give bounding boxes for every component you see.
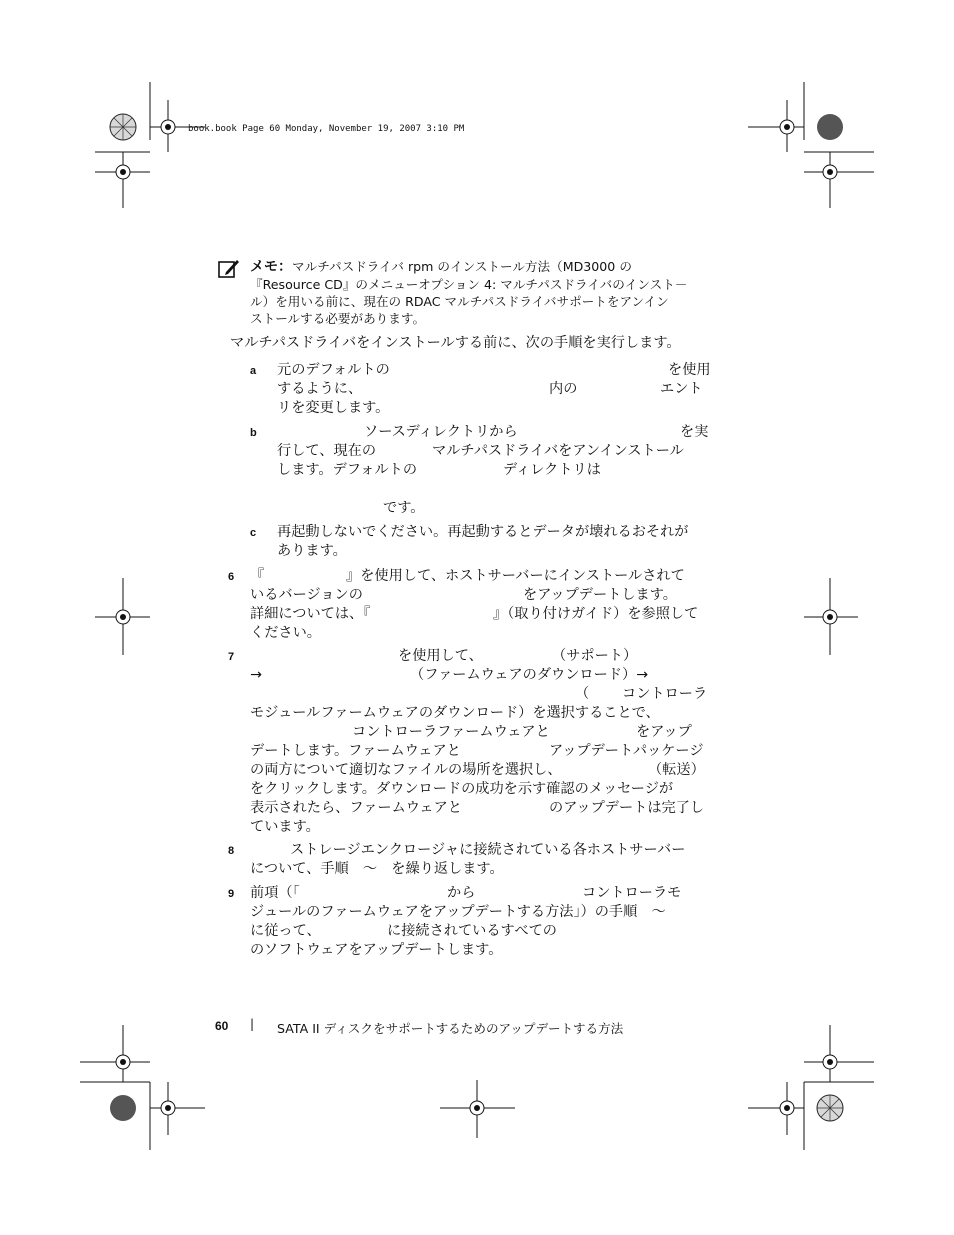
step-text: ています。	[250, 819, 320, 835]
step-text: を使用して、	[398, 648, 483, 664]
substep-text: マルチパスドライバをアンインストール	[432, 443, 684, 459]
substep-text: です。	[383, 500, 425, 516]
step-text: について、手順 ～ を繰り返します。	[250, 861, 504, 877]
note-line: 『Resource CD』のメニューオプション 4: マルチパスドライバのインスト－	[250, 277, 688, 292]
substep-text: を実	[680, 424, 709, 440]
substep-text: 行して、現在の	[277, 443, 377, 459]
step-text: ジュールのファームウェアをアップデートする方法」）の手順 ～	[250, 904, 666, 920]
step-text: 』（取り付けガイド）を参照して	[493, 606, 699, 622]
footer-separator: |	[250, 1017, 255, 1031]
step-text: （	[575, 686, 590, 702]
print-header: book.book Page 60 Monday, November 19, 2007 3:10 PM	[188, 124, 465, 134]
step-text: モジュールファームウェアのダウンロード）を選択することで、	[250, 705, 660, 721]
step-text: のソフトウェアをアップデートします。	[250, 942, 503, 958]
step-text: コントローラ	[622, 686, 708, 702]
step-text: 『	[250, 568, 265, 584]
substep-marker: c	[250, 527, 257, 539]
step-text: の両方について適切なファイルの場所を選択し、	[250, 762, 562, 778]
pencil-note-icon	[218, 258, 240, 278]
step-text: から	[447, 885, 476, 901]
step-text: いるバージョンの	[250, 587, 363, 603]
step-text: に従って、	[250, 923, 321, 939]
substep-text: するように、	[277, 381, 363, 397]
step-text: 』を使用して、ホストサーバーにインストールされて	[346, 568, 685, 584]
footer-title: SATA II ディスクをサポートするためのアップデートする方法	[277, 1021, 624, 1036]
note-label: メモ：	[250, 259, 292, 275]
step-text: アップデートパッケージ	[549, 743, 704, 759]
substep-text: 元のデフォルトの	[277, 362, 390, 378]
step-marker: 6	[228, 571, 235, 583]
step-text: デートします。ファームウェアと	[250, 743, 461, 759]
page-number: 60	[215, 1019, 229, 1033]
note-line: ル）を用いる前に、現在の RDAC マルチパスドライバサポートをアンイン	[250, 294, 669, 309]
step-text: 表示されたら、ファームウェアと	[250, 800, 462, 816]
step-text: →	[250, 667, 262, 683]
note-line: マルチパスドライバ rpm のインストール方法（MD3000 の	[292, 259, 632, 274]
substep-text: します。デフォルトの	[277, 462, 418, 478]
step-text: をアップ	[636, 724, 692, 740]
step-text: をクリックします。ダウンロードの成功を示す確認のメッセージが	[250, 781, 674, 797]
step-marker: 9	[228, 888, 235, 900]
substep-text: ソースディレクトリから	[364, 424, 518, 440]
step-marker: 7	[228, 651, 235, 663]
step-text: コントローラファームウェアと	[352, 724, 550, 740]
substep-text: リを変更します。	[277, 400, 390, 416]
substep-marker: b	[250, 427, 257, 439]
step-text: ください。	[250, 625, 321, 641]
substep-text: 内の	[549, 381, 578, 397]
substep-text: ディレクトリは	[503, 462, 601, 478]
step-text: （転送）	[648, 762, 705, 778]
step-text: ストレージエンクロージャに接続されている各ホストサーバー	[290, 842, 686, 858]
step-text: に接続されているすべての	[387, 923, 557, 939]
step-text: 前項（「	[250, 885, 300, 901]
substep-text: を使用	[668, 362, 711, 378]
substep-text: あります。	[277, 543, 347, 559]
substep-marker: a	[250, 365, 257, 377]
step-marker: 8	[228, 845, 235, 857]
step-text: （サポート）	[552, 648, 638, 664]
intro-paragraph: マルチパスドライバをインストールする前に、次の手順を実行します。	[230, 335, 681, 351]
substep-text: 再起動しないでください。再起動するとデータが壊れるおそれが	[277, 524, 689, 540]
note-text	[250, 258, 720, 327]
step-text: のアップデートは完了し	[549, 800, 705, 816]
step-text: をアップデートします。	[523, 587, 677, 603]
step-text: 詳細については、『	[250, 606, 371, 622]
substep-text: エント	[660, 381, 703, 397]
step-text: （ファームウェアのダウンロード）→	[410, 667, 649, 683]
note-line: ストールする必要があります。	[250, 311, 426, 326]
step-text: コントローラモ	[582, 885, 682, 901]
